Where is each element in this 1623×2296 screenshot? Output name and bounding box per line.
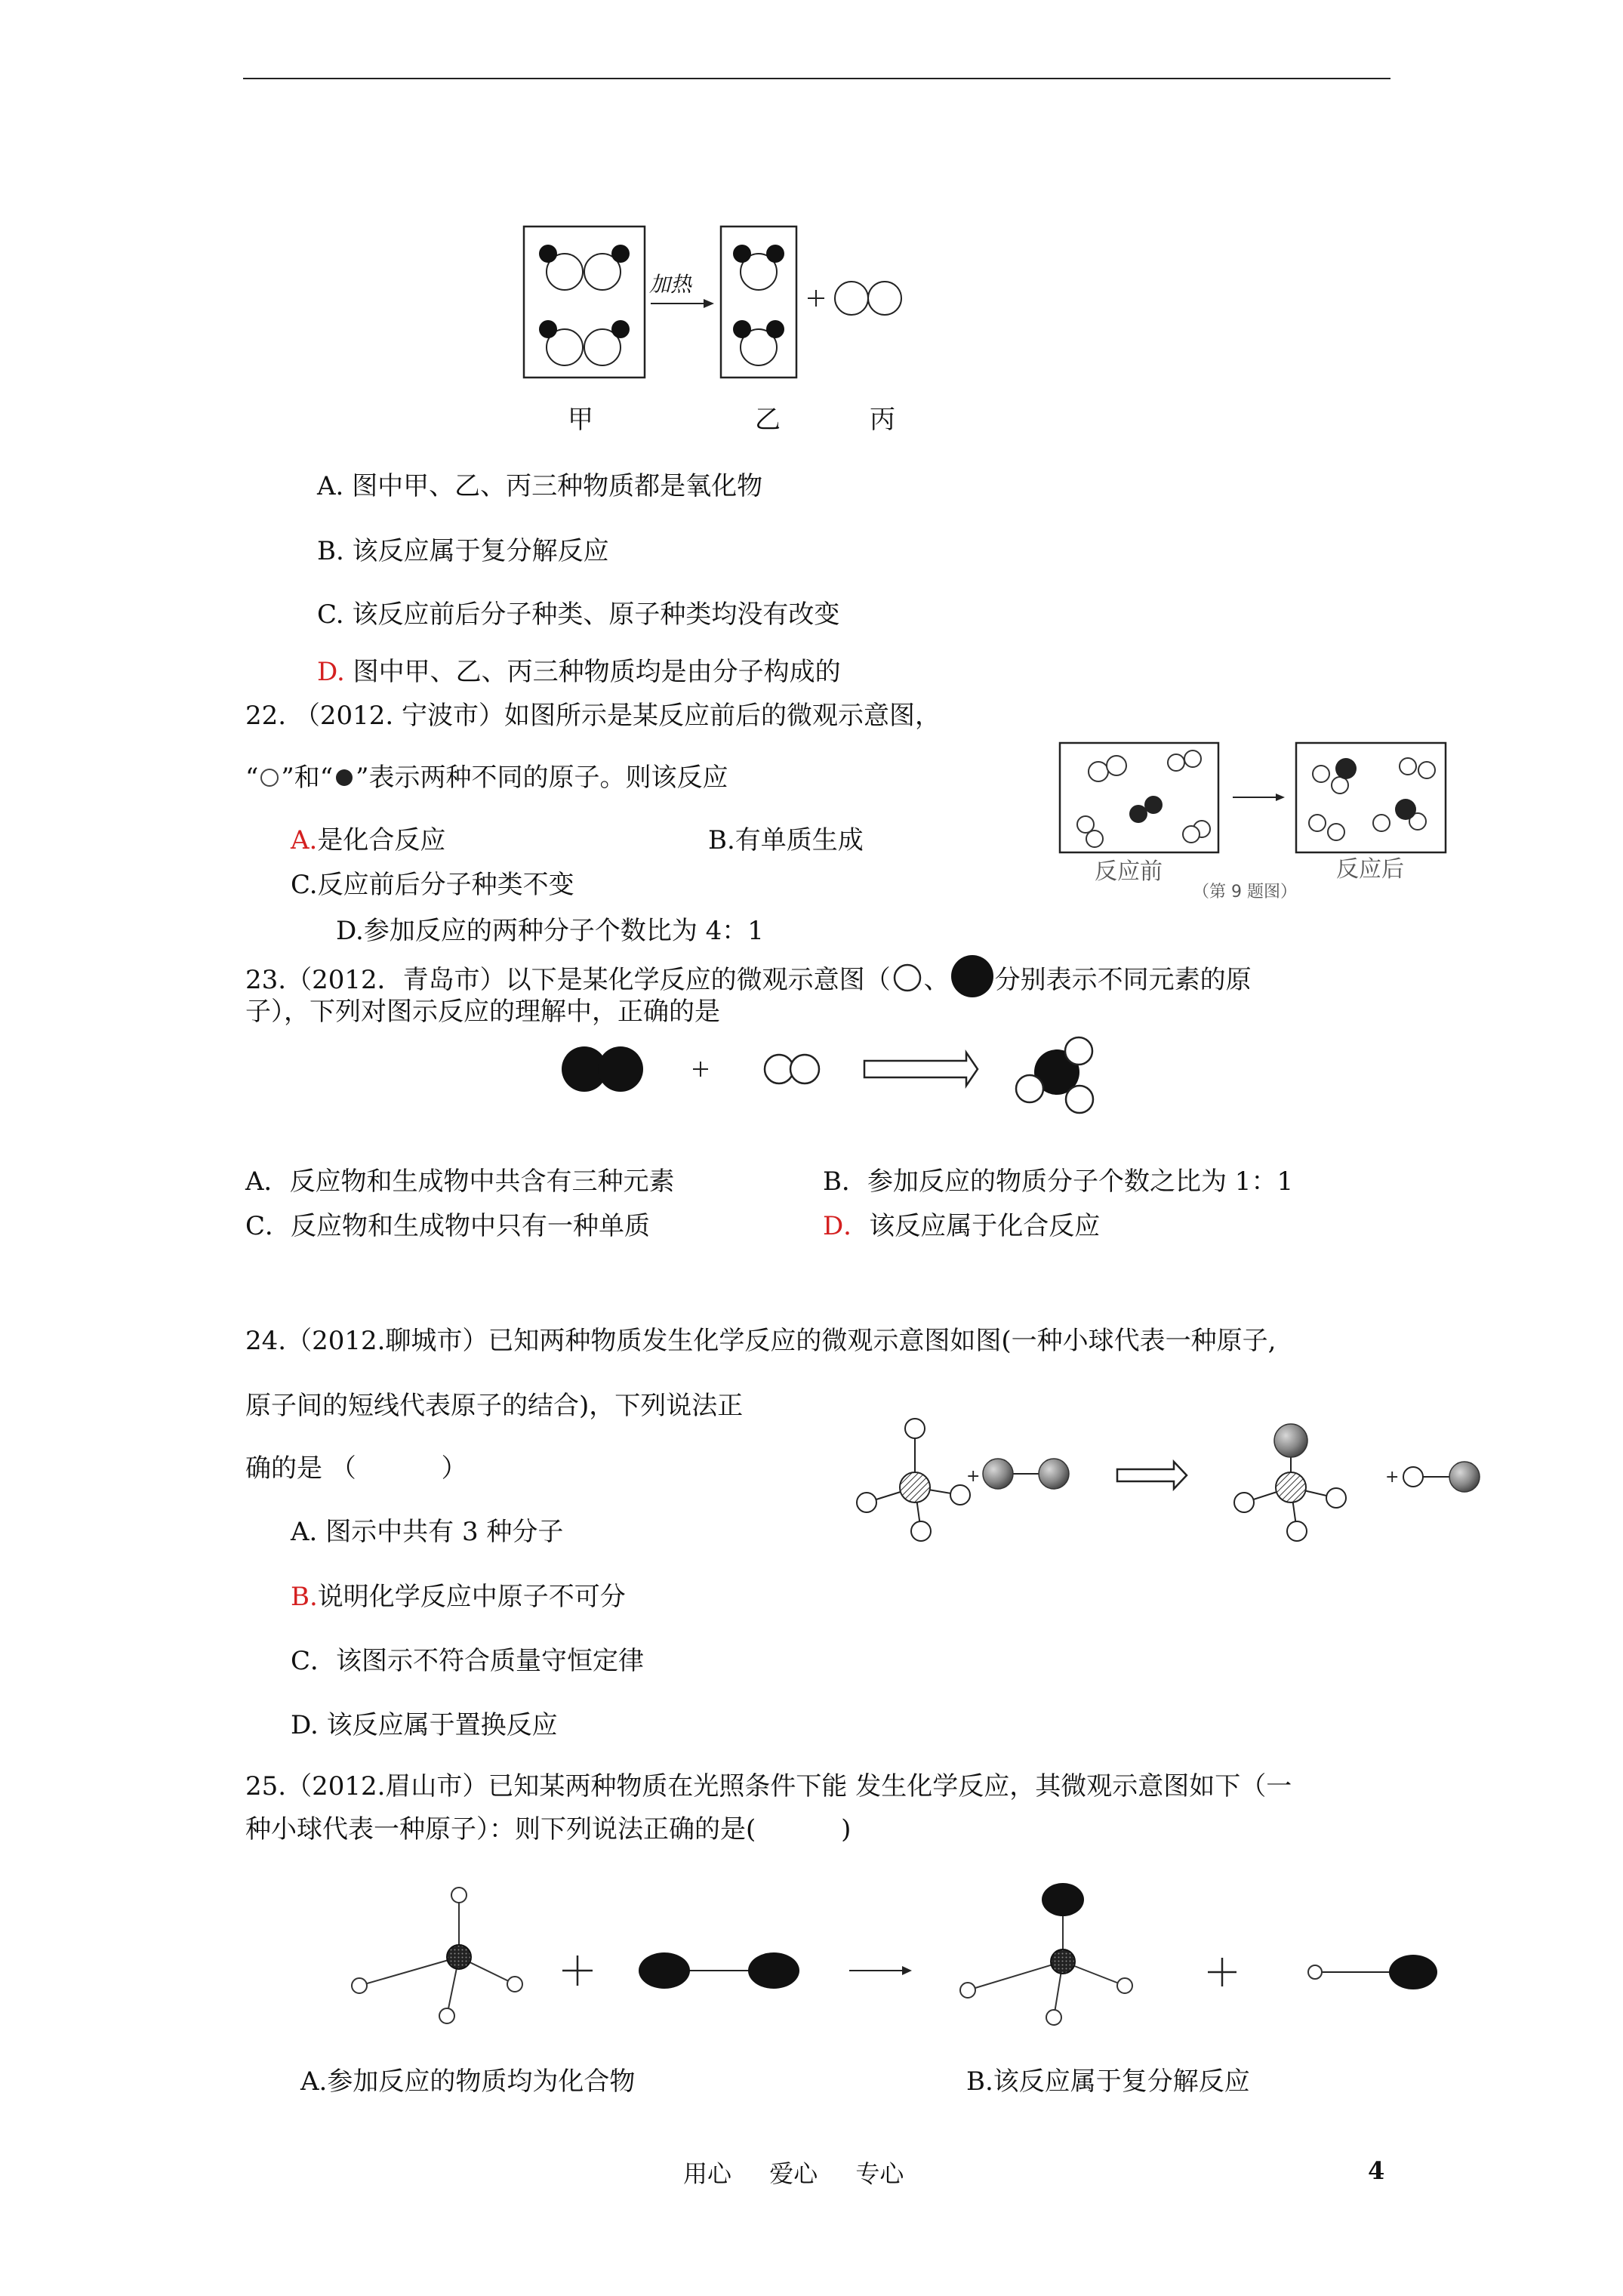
q22-figure-label-before: 反应前 [1095, 858, 1163, 885]
q22-figure-label-after: 反应后 [1336, 856, 1404, 883]
q24-option-c: C．该图示不符合质量守恒定律 [291, 1646, 645, 1676]
q23-black-atom-icon [950, 954, 995, 999]
q23-stem-line2: 子），下列对图示反应的理解中，正确的是 [245, 997, 720, 1027]
q22-stem-line1: 22. （2012. 宁波市）如图所示是某反应前后的微观示意图， [245, 701, 941, 731]
q22-white-atom-icon [258, 766, 281, 789]
q24-option-d: D. 该反应属于置换反应 [291, 1710, 558, 1740]
q25-reaction-figure [347, 1872, 1495, 2031]
q22-option-c: C.反应前后分子种类不变 [291, 870, 574, 900]
q25-stem-line2: 种小球代表一种原子）：则下列说法正确的是( ) [245, 1814, 852, 1845]
q21-option-c: C. 该反应前后分子种类、原子种类均没有改变 [317, 599, 840, 630]
q24-option-a: A. 图示中共有 3 种分子 [291, 1517, 564, 1547]
q23-white-atom-icon [891, 961, 924, 994]
q24-reaction-figure [845, 1404, 1495, 1555]
q24-stem-line1: 24.（2012.聊城市）已知两种物质发生化学反应的微观示意图如图(一种小球代表一种原子, [245, 1326, 1277, 1356]
q21-label-jia: 甲 [568, 405, 593, 435]
page-footer [683, 2155, 934, 2190]
q22-option-a: A.是化合反应 [291, 825, 446, 855]
q23-reaction-figure [559, 1027, 1102, 1117]
footer-item: 用心 [683, 2159, 732, 2188]
q21-label-bing: 丙 [870, 405, 895, 435]
q21-reaction-figure [521, 219, 944, 385]
q21-heat-label: 加热 [649, 272, 692, 297]
q23-option-c: C．反应物和生成物中只有一种单质 [245, 1211, 651, 1241]
q22-figure-caption: （第 9 题图） [1193, 883, 1297, 901]
q23-option-b: B．参加反应的物质分子个数之比为 1：1 [823, 1166, 1294, 1197]
q24-stem-line3: 确的是 （ ） [245, 1453, 467, 1484]
header-rule [243, 78, 1390, 79]
q22-option-b: B.有单质生成 [708, 825, 864, 855]
footer-item: 爱心 [769, 2159, 818, 2188]
q22-option-d: D.参加反应的两种分子个数比为 4：1 [336, 916, 764, 946]
svg-text:+: + [966, 1467, 981, 1486]
q23-option-a: A．反应物和生成物中共含有三种元素 [245, 1166, 675, 1197]
q25-option-a: A.参加反应的物质均为化合物 [300, 2066, 636, 2097]
q21-option-d: D. 图中甲、乙、丙三种物质均是由分子构成的 [317, 657, 841, 687]
q21-label-yi: 乙 [755, 405, 781, 435]
page-number: 4 [1368, 2156, 1385, 2185]
q25-stem-line1: 25.（2012.眉山市）已知某两种物质在光照条件下能 发生化学反应，其微观示意图如下（一 [245, 1771, 1292, 1801]
svg-text:+: + [1385, 1468, 1400, 1487]
q23-option-d: D．该反应属于化合反应 [823, 1211, 1101, 1241]
q25-option-b: B.该反应属于复分解反应 [966, 2066, 1250, 2097]
q22-black-atom-icon [333, 766, 356, 789]
q22-stem-line2: “ ”和“ ”表示两种不同的原子。则该反应 [245, 763, 728, 793]
footer-item: 专心 [855, 2159, 904, 2188]
q21-option-b: B. 该反应属于复分解反应 [317, 536, 609, 566]
q21-option-a: A. 图中甲、乙、丙三种物质都是氧化物 [317, 471, 763, 501]
q24-option-b: B.说明化学反应中原子不可分 [291, 1582, 626, 1612]
q24-stem-line2: 原子间的短线代表原子的结合)，下列说法正 [245, 1391, 744, 1421]
q23-stem-line1: 23.（2012．青岛市）以下是某化学反应的微观示意图（ 、 分别表示不同元素的原 [245, 954, 1252, 999]
